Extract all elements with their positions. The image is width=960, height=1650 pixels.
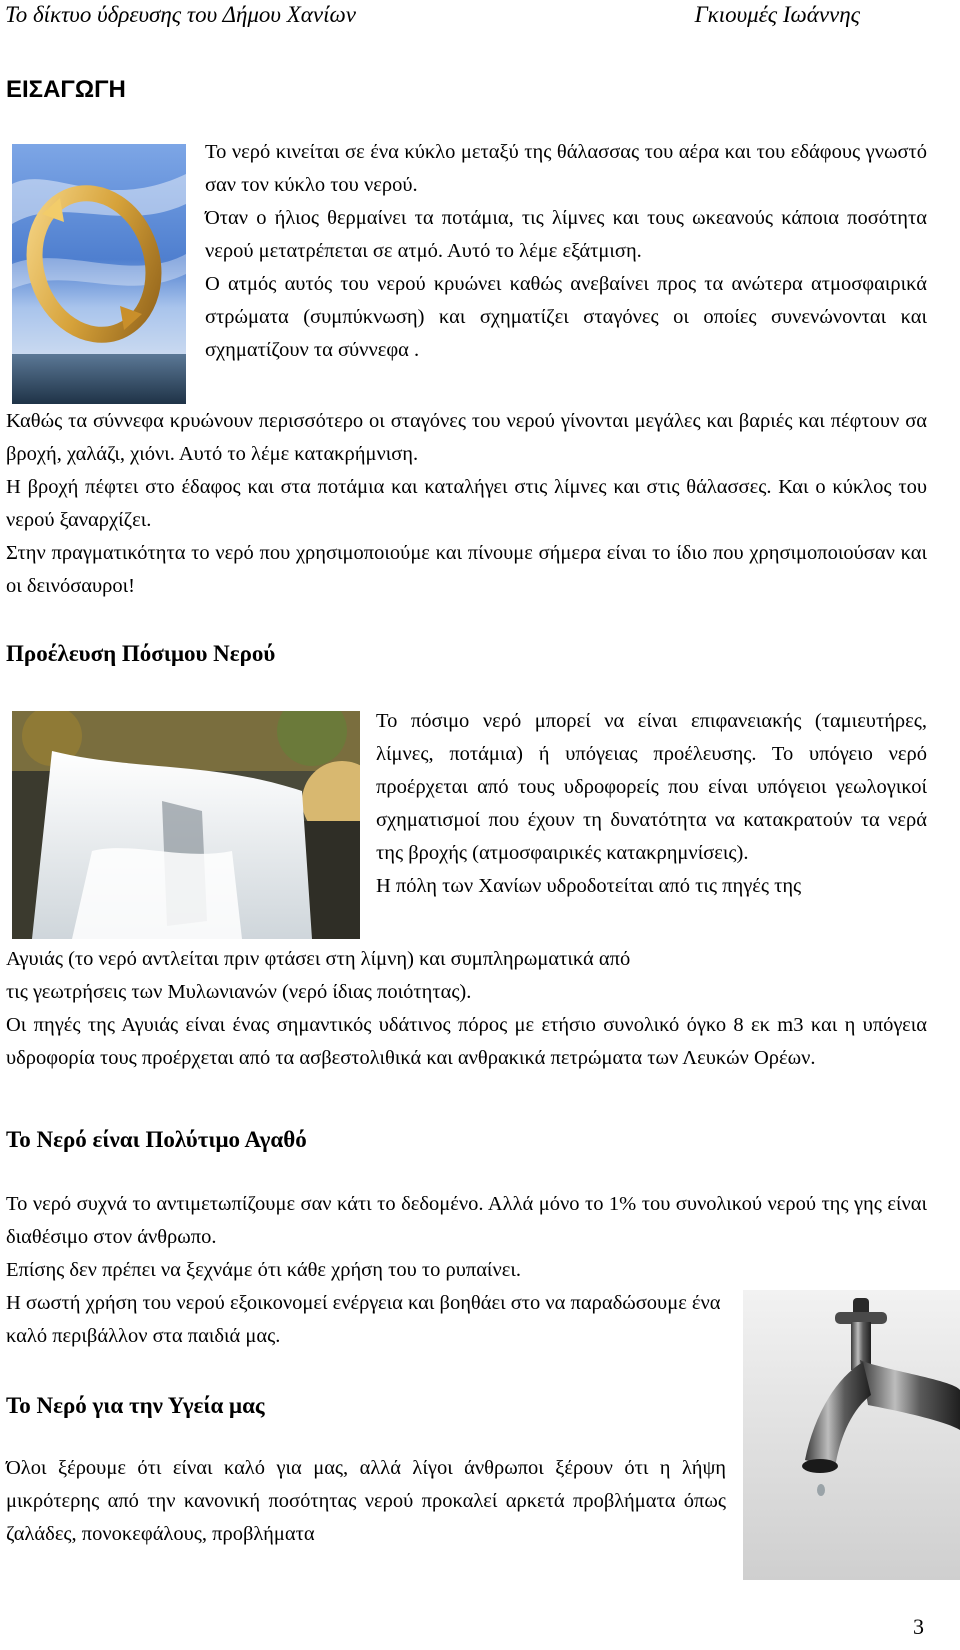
- paragraph: Επίσης δεν πρέπει να ξεχνάμε ότι κάθε χρήση του το ρυπαίνει.: [6, 1259, 521, 1281]
- intro-full-text: [6, 405, 927, 603]
- paragraph: τις γεωτρήσεις των Μυλωνιανών (νερό ίδιας ποιότητας).: [6, 981, 472, 1003]
- health-heading: Το Νερό για την Υγεία μας: [6, 1393, 265, 1418]
- origin-heading: Προέλευση Πόσιμου Νερού: [6, 641, 276, 666]
- paragraph: Αγυιάς (το νερό αντλείται πριν φτάσει στη λίμνη) και συμπληρωματικά από: [6, 948, 631, 970]
- waterfall-image: [12, 711, 360, 939]
- paragraph: Καθώς τα σύννεφα κρυώνουν περισσότερο οι σταγόνες του νερού γίνονται μεγάλες και βαριές και πέφτουν σα βροχή, χαλάζι, χιόνι. Αυτό το λέμε κατακρήμνιση.: [6, 410, 927, 465]
- paragraph: Στην πραγματικότητα το νερό που χρησιμοποιούμε και πίνουμε σήμερα είναι το ίδιο που χρησιμοποιούσαν και οι δεινόσαυροι!: [6, 542, 927, 597]
- paragraph: Οι πηγές της Αγυιάς είναι ένας σημαντικός υδάτινος πόρος με ετήσιο συνολικό όγκο 8 εκ m3 και η υπόγεια υδροφορία τους προέρχεται από τα ασβεστολιθικά και ανθρακικά πετρώματα των Λευκών Ορέων.: [6, 1014, 927, 1069]
- water-cycle-ring-image: [12, 144, 186, 404]
- header-title: Το δίκτυο ύδρευσης του Δήμου Χανίων: [5, 2, 356, 27]
- origin-full-text: [6, 943, 927, 1075]
- header-author: Γκιουμές Ιωάννης: [694, 2, 860, 27]
- paragraph: Η σωστή χρήση του νερού εξοικονομεί ενέργεια και βοηθάει στο να παραδώσουμε ένα καλό περιβάλλον στα παιδιά μας.: [6, 1292, 721, 1347]
- page-number: 3: [913, 1614, 924, 1639]
- precious-heading: Το Νερό είναι Πολύτιμο Αγαθό: [6, 1127, 307, 1152]
- precious-intro-text: [6, 1188, 927, 1287]
- paragraph: Η βροχή πέφτει στο έδαφος και στα ποτάμια και καταλήγει στις λίμνες και στις θάλασσες. Και ο κύκλος του νερού ξαναρχίζει.: [6, 476, 927, 531]
- paragraph: Ο ατμός αυτός του νερού κρυώνει καθώς ανεβαίνει προς τα ανώτερα ατμοσφαιρικά στρώματα (συμπύκνωση) και σχηματίζει σταγόνες οι οποίες συνενώνονται και σχηματίζουν τα σύννεφα .: [205, 273, 927, 361]
- paragraph: Το νερό κινείται σε ένα κύκλο μεταξύ της θάλασσας του αέρα και του εδάφους γνωστό σαν τον κύκλο του νερού.: [205, 141, 927, 196]
- paragraph: Όταν ο ήλιος θερμαίνει τα ποτάμια, τις λίμνες και τους ωκεανούς κάποια ποσότητα νερού μετατρέπεται σε ατμό. Αυτό το λέμε εξάτμιση.: [205, 207, 927, 262]
- origin-wrapped-text: [376, 705, 927, 903]
- paragraph: Όλοι ξέρουμε ότι είναι καλό για μας, αλλά λίγοι άνθρωποι ξέρουν ότι η λήψη μικρότερης από την κανονική ποσότητας νερού προκαλεί αρκετά προβλήματα όπως ζαλάδες, πονοκεφάλους, προβλήματα: [6, 1457, 726, 1545]
- paragraph: Η πόλη των Χανίων υδροδοτείται από τις πηγές της: [376, 875, 802, 897]
- paragraph: Το νερό συχνά το αντιμετωπίζουμε σαν κάτι το δεδομένο. Αλλά μόνο το 1% του συνολικού νερού της γης είναι διαθέσιμο στον άνθρωπο.: [6, 1193, 927, 1248]
- precious-wrapped-text: [6, 1287, 726, 1353]
- faucet-image: [743, 1290, 960, 1580]
- intro-wrapped-text: [205, 136, 927, 367]
- paragraph: Το πόσιμο νερό μπορεί να είναι επιφανειακής (ταμιευτήρες, λίμνες, ποτάμια) ή υπόγειας προέλευσης. Το υπόγειο νερό προέρχεται από τους υδροφορείς που είναι υπόγειοι γεωλογικοί σχηματισμοί που έχουν τη δυνατότητα να κατακρατούν τα νερά της βροχής (ατμοσφαιρικές κατακρημνίσεις).: [376, 710, 927, 864]
- health-text: [6, 1452, 726, 1551]
- intro-heading: ΕΙΣΑΓΩΓΗ: [6, 76, 126, 103]
